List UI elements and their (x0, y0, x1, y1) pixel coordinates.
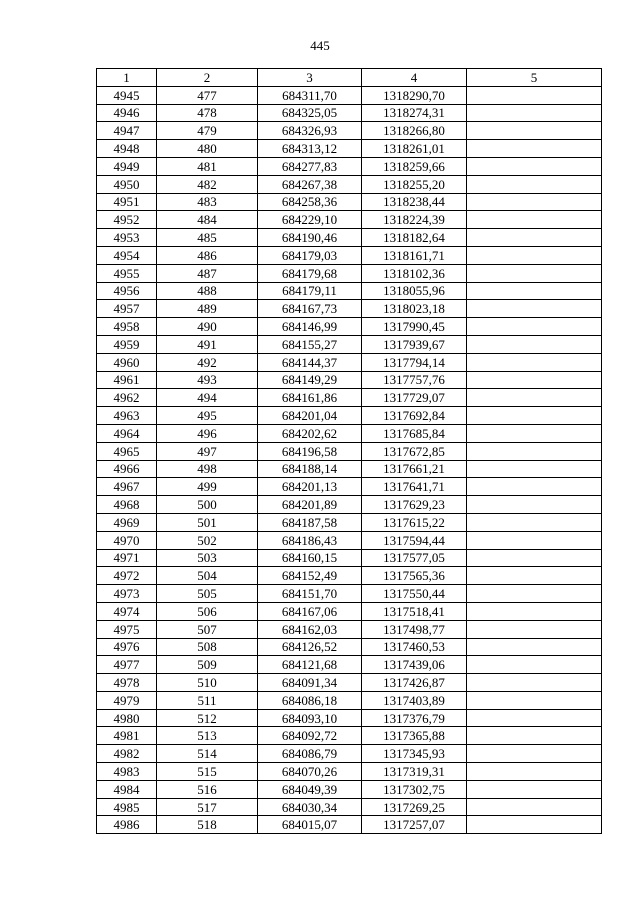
vertex-number-cell: 495 (157, 407, 258, 425)
vertex-number-cell: 493 (157, 371, 258, 389)
vertex-number-cell: 512 (157, 709, 258, 727)
table-row (97, 656, 602, 674)
y-coordinate-cell: 1318255,20 (362, 175, 467, 193)
table-row (97, 211, 602, 229)
y-coordinate-cell: 1318023,18 (362, 300, 467, 318)
coordinates-table (96, 68, 602, 834)
vertex-number-cell: 485 (157, 229, 258, 247)
note-cell (467, 567, 602, 585)
point-number-cell: 4957 (97, 300, 157, 318)
y-coordinate-cell: 1317729,07 (362, 389, 467, 407)
table-row (97, 353, 602, 371)
y-coordinate-cell: 1317990,45 (362, 318, 467, 336)
vertex-number-cell: 497 (157, 442, 258, 460)
y-coordinate-cell: 1317672,85 (362, 442, 467, 460)
note-cell (467, 727, 602, 745)
x-coordinate-cell: 684167,73 (258, 300, 362, 318)
y-coordinate-cell: 1317757,76 (362, 371, 467, 389)
table-row (97, 709, 602, 727)
vertex-number-cell: 481 (157, 157, 258, 175)
note-cell (467, 371, 602, 389)
x-coordinate-cell: 684015,07 (258, 816, 362, 834)
table-row (97, 140, 602, 158)
y-coordinate-cell: 1317439,06 (362, 656, 467, 674)
vertex-number-cell: 514 (157, 745, 258, 763)
table-row (97, 282, 602, 300)
vertex-number-cell: 486 (157, 246, 258, 264)
x-coordinate-cell: 684201,89 (258, 496, 362, 514)
vertex-number-cell: 513 (157, 727, 258, 745)
note-cell (467, 442, 602, 460)
table-row (97, 745, 602, 763)
table-row (97, 424, 602, 442)
point-number-cell: 4952 (97, 211, 157, 229)
x-coordinate-cell: 684091,34 (258, 674, 362, 692)
table-row (97, 496, 602, 514)
x-coordinate-cell: 684146,99 (258, 318, 362, 336)
y-coordinate-cell: 1318261,01 (362, 140, 467, 158)
table-row (97, 175, 602, 193)
y-coordinate-cell: 1318290,70 (362, 86, 467, 104)
note-cell (467, 585, 602, 603)
table-row (97, 691, 602, 709)
table-row (97, 122, 602, 140)
point-number-cell: 4951 (97, 193, 157, 211)
x-coordinate-cell: 684161,86 (258, 389, 362, 407)
x-coordinate-cell: 684162,03 (258, 620, 362, 638)
y-coordinate-cell: 1318055,96 (362, 282, 467, 300)
point-number-cell: 4947 (97, 122, 157, 140)
point-number-cell: 4949 (97, 157, 157, 175)
page-number: 445 (310, 38, 330, 53)
point-number-cell: 4983 (97, 763, 157, 781)
point-number-cell: 4975 (97, 620, 157, 638)
point-number-cell: 4946 (97, 104, 157, 122)
point-number-cell: 4980 (97, 709, 157, 727)
note-cell (467, 407, 602, 425)
table-header (97, 69, 602, 87)
vertex-number-cell: 499 (157, 478, 258, 496)
point-number-cell: 4954 (97, 246, 157, 264)
y-coordinate-cell: 1317319,31 (362, 763, 467, 781)
vertex-number-cell: 482 (157, 175, 258, 193)
vertex-number-cell: 509 (157, 656, 258, 674)
vertex-number-cell: 489 (157, 300, 258, 318)
y-coordinate-cell: 1317345,93 (362, 745, 467, 763)
table-row (97, 86, 602, 104)
table-row (97, 264, 602, 282)
table-row (97, 229, 602, 247)
y-coordinate-cell: 1318266,80 (362, 122, 467, 140)
point-number-cell: 4976 (97, 638, 157, 656)
x-coordinate-cell: 684187,58 (258, 513, 362, 531)
note-cell (467, 496, 602, 514)
note-cell (467, 193, 602, 211)
y-coordinate-cell: 1317641,71 (362, 478, 467, 496)
note-cell (467, 140, 602, 158)
vertex-number-cell: 518 (157, 816, 258, 834)
x-coordinate-cell: 684267,38 (258, 175, 362, 193)
vertex-number-cell: 496 (157, 424, 258, 442)
point-number-cell: 4961 (97, 371, 157, 389)
x-coordinate-cell: 684179,03 (258, 246, 362, 264)
vertex-number-cell: 494 (157, 389, 258, 407)
x-coordinate-cell: 684121,68 (258, 656, 362, 674)
table-row (97, 157, 602, 175)
vertex-number-cell: 492 (157, 353, 258, 371)
point-number-cell: 4972 (97, 567, 157, 585)
table-row (97, 371, 602, 389)
y-coordinate-cell: 1317939,67 (362, 335, 467, 353)
x-coordinate-cell: 684201,04 (258, 407, 362, 425)
x-coordinate-cell: 684070,26 (258, 763, 362, 781)
x-coordinate-cell: 684325,05 (258, 104, 362, 122)
y-coordinate-cell: 1318274,31 (362, 104, 467, 122)
note-cell (467, 353, 602, 371)
point-number-cell: 4950 (97, 175, 157, 193)
x-coordinate-cell: 684152,49 (258, 567, 362, 585)
note-cell (467, 389, 602, 407)
point-number-cell: 4945 (97, 86, 157, 104)
point-number-cell: 4955 (97, 264, 157, 282)
note-cell (467, 816, 602, 834)
note-cell (467, 264, 602, 282)
note-cell (467, 531, 602, 549)
vertex-number-cell: 517 (157, 798, 258, 816)
y-coordinate-cell: 1317685,84 (362, 424, 467, 442)
y-coordinate-cell: 1317518,41 (362, 602, 467, 620)
vertex-number-cell: 511 (157, 691, 258, 709)
note-cell (467, 602, 602, 620)
y-coordinate-cell: 1317257,07 (362, 816, 467, 834)
table-row (97, 620, 602, 638)
table-row (97, 798, 602, 816)
x-coordinate-cell: 684179,11 (258, 282, 362, 300)
note-cell (467, 300, 602, 318)
table-row (97, 549, 602, 567)
point-number-cell: 4966 (97, 460, 157, 478)
x-coordinate-cell: 684277,83 (258, 157, 362, 175)
x-coordinate-cell: 684326,93 (258, 122, 362, 140)
table-row (97, 585, 602, 603)
vertex-number-cell: 508 (157, 638, 258, 656)
y-coordinate-cell: 1317661,21 (362, 460, 467, 478)
y-coordinate-cell: 1317376,79 (362, 709, 467, 727)
x-coordinate-cell: 684030,34 (258, 798, 362, 816)
x-coordinate-cell: 684196,58 (258, 442, 362, 460)
point-number-cell: 4967 (97, 478, 157, 496)
note-cell (467, 478, 602, 496)
note-cell (467, 513, 602, 531)
y-coordinate-cell: 1317269,25 (362, 798, 467, 816)
vertex-number-cell: 480 (157, 140, 258, 158)
column-header-1: 1 (97, 69, 157, 87)
vertex-number-cell: 510 (157, 674, 258, 692)
table-row (97, 318, 602, 336)
table-row (97, 442, 602, 460)
note-cell (467, 246, 602, 264)
x-coordinate-cell: 684202,62 (258, 424, 362, 442)
y-coordinate-cell: 1317550,44 (362, 585, 467, 603)
note-cell (467, 229, 602, 247)
point-number-cell: 4953 (97, 229, 157, 247)
note-cell (467, 282, 602, 300)
table-row (97, 816, 602, 834)
vertex-number-cell: 490 (157, 318, 258, 336)
note-cell (467, 798, 602, 816)
x-coordinate-cell: 684229,10 (258, 211, 362, 229)
vertex-number-cell: 515 (157, 763, 258, 781)
y-coordinate-cell: 1317403,89 (362, 691, 467, 709)
note-cell (467, 424, 602, 442)
x-coordinate-cell: 684167,06 (258, 602, 362, 620)
note-cell (467, 122, 602, 140)
note-cell (467, 620, 602, 638)
column-header-4: 4 (362, 69, 467, 87)
point-number-cell: 4977 (97, 656, 157, 674)
note-cell (467, 335, 602, 353)
table-row (97, 602, 602, 620)
vertex-number-cell: 502 (157, 531, 258, 549)
y-coordinate-cell: 1317460,53 (362, 638, 467, 656)
y-coordinate-cell: 1318224,39 (362, 211, 467, 229)
x-coordinate-cell: 684311,70 (258, 86, 362, 104)
vertex-number-cell: 491 (157, 335, 258, 353)
note-cell (467, 104, 602, 122)
y-coordinate-cell: 1318102,36 (362, 264, 467, 282)
x-coordinate-cell: 684188,14 (258, 460, 362, 478)
point-number-cell: 4956 (97, 282, 157, 300)
vertex-number-cell: 478 (157, 104, 258, 122)
vertex-number-cell: 516 (157, 780, 258, 798)
column-header-5: 5 (467, 69, 602, 87)
y-coordinate-cell: 1317365,88 (362, 727, 467, 745)
x-coordinate-cell: 684086,18 (258, 691, 362, 709)
note-cell (467, 674, 602, 692)
y-coordinate-cell: 1317629,23 (362, 496, 467, 514)
x-coordinate-cell: 684151,70 (258, 585, 362, 603)
vertex-number-cell: 479 (157, 122, 258, 140)
note-cell (467, 157, 602, 175)
table-row (97, 763, 602, 781)
table-row (97, 407, 602, 425)
table-row (97, 193, 602, 211)
x-coordinate-cell: 684313,12 (258, 140, 362, 158)
x-coordinate-cell: 684258,36 (258, 193, 362, 211)
point-number-cell: 4979 (97, 691, 157, 709)
table-row (97, 674, 602, 692)
x-coordinate-cell: 684049,39 (258, 780, 362, 798)
note-cell (467, 549, 602, 567)
table-row (97, 638, 602, 656)
y-coordinate-cell: 1318161,71 (362, 246, 467, 264)
vertex-number-cell: 504 (157, 567, 258, 585)
x-coordinate-cell: 684186,43 (258, 531, 362, 549)
y-coordinate-cell: 1317577,05 (362, 549, 467, 567)
table-row (97, 531, 602, 549)
point-number-cell: 4958 (97, 318, 157, 336)
x-coordinate-cell: 684155,27 (258, 335, 362, 353)
note-cell (467, 211, 602, 229)
x-coordinate-cell: 684179,68 (258, 264, 362, 282)
vertex-number-cell: 507 (157, 620, 258, 638)
y-coordinate-cell: 1317692,84 (362, 407, 467, 425)
x-coordinate-cell: 684201,13 (258, 478, 362, 496)
x-coordinate-cell: 684190,46 (258, 229, 362, 247)
point-number-cell: 4948 (97, 140, 157, 158)
point-number-cell: 4962 (97, 389, 157, 407)
point-number-cell: 4971 (97, 549, 157, 567)
y-coordinate-cell: 1317302,75 (362, 780, 467, 798)
y-coordinate-cell: 1317615,22 (362, 513, 467, 531)
x-coordinate-cell: 684149,29 (258, 371, 362, 389)
table-row (97, 300, 602, 318)
note-cell (467, 780, 602, 798)
point-number-cell: 4973 (97, 585, 157, 603)
point-number-cell: 4964 (97, 424, 157, 442)
vertex-number-cell: 487 (157, 264, 258, 282)
y-coordinate-cell: 1317594,44 (362, 531, 467, 549)
point-number-cell: 4982 (97, 745, 157, 763)
point-number-cell: 4986 (97, 816, 157, 834)
table-row (97, 389, 602, 407)
x-coordinate-cell: 684092,72 (258, 727, 362, 745)
table-row (97, 513, 602, 531)
note-cell (467, 691, 602, 709)
point-number-cell: 4960 (97, 353, 157, 371)
x-coordinate-cell: 684086,79 (258, 745, 362, 763)
note-cell (467, 709, 602, 727)
point-number-cell: 4981 (97, 727, 157, 745)
y-coordinate-cell: 1317565,36 (362, 567, 467, 585)
vertex-number-cell: 506 (157, 602, 258, 620)
table-row (97, 780, 602, 798)
vertex-number-cell: 503 (157, 549, 258, 567)
y-coordinate-cell: 1317498,77 (362, 620, 467, 638)
table-row (97, 335, 602, 353)
vertex-number-cell: 500 (157, 496, 258, 514)
vertex-number-cell: 501 (157, 513, 258, 531)
vertex-number-cell: 488 (157, 282, 258, 300)
point-number-cell: 4968 (97, 496, 157, 514)
vertex-number-cell: 483 (157, 193, 258, 211)
table-row (97, 727, 602, 745)
y-coordinate-cell: 1318259,66 (362, 157, 467, 175)
y-coordinate-cell: 1318182,64 (362, 229, 467, 247)
header-row (97, 69, 602, 87)
point-number-cell: 4959 (97, 335, 157, 353)
y-coordinate-cell: 1317426,87 (362, 674, 467, 692)
x-coordinate-cell: 684093,10 (258, 709, 362, 727)
table-row (97, 460, 602, 478)
note-cell (467, 175, 602, 193)
note-cell (467, 460, 602, 478)
note-cell (467, 86, 602, 104)
point-number-cell: 4970 (97, 531, 157, 549)
vertex-number-cell: 498 (157, 460, 258, 478)
vertex-number-cell: 505 (157, 585, 258, 603)
table-row (97, 104, 602, 122)
point-number-cell: 4963 (97, 407, 157, 425)
point-number-cell: 4974 (97, 602, 157, 620)
column-header-3: 3 (258, 69, 362, 87)
table-row (97, 567, 602, 585)
note-cell (467, 745, 602, 763)
note-cell (467, 763, 602, 781)
table-row (97, 246, 602, 264)
note-cell (467, 656, 602, 674)
note-cell (467, 638, 602, 656)
point-number-cell: 4978 (97, 674, 157, 692)
table-body (97, 86, 602, 833)
y-coordinate-cell: 1317794,14 (362, 353, 467, 371)
vertex-number-cell: 484 (157, 211, 258, 229)
point-number-cell: 4985 (97, 798, 157, 816)
y-coordinate-cell: 1318238,44 (362, 193, 467, 211)
x-coordinate-cell: 684160,15 (258, 549, 362, 567)
x-coordinate-cell: 684144,37 (258, 353, 362, 371)
x-coordinate-cell: 684126,52 (258, 638, 362, 656)
point-number-cell: 4965 (97, 442, 157, 460)
column-header-2: 2 (157, 69, 258, 87)
table-row (97, 478, 602, 496)
point-number-cell: 4984 (97, 780, 157, 798)
note-cell (467, 318, 602, 336)
vertex-number-cell: 477 (157, 86, 258, 104)
point-number-cell: 4969 (97, 513, 157, 531)
